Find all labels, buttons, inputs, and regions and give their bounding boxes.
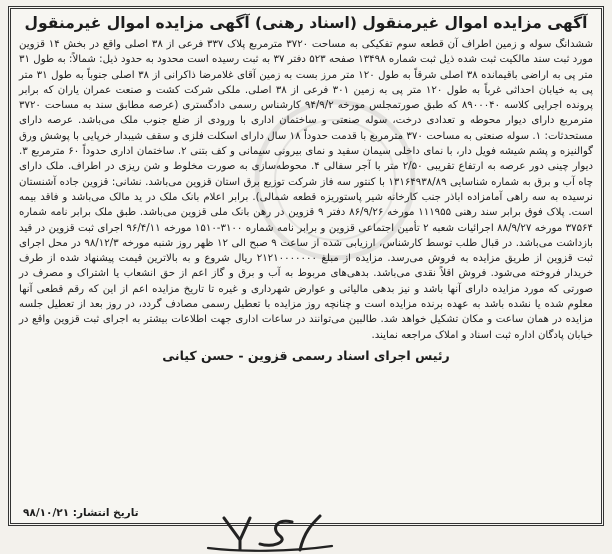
notice-body: ششدانگ سوله و زمین اطراف آن قطعه سوم تفکیکی به مساحت ۳۷۲۰ مترمربع پلاک ۳۳۷ فرعی از ۳۸ اصلی واقع در بخش ۱۴ قزوین مورد ثبت سند مالکیت ثبت شده ذیل ثبت شماره ۱۳۴۹۸ صفحه ۵۲۳ دفتر ۳۷ به ثبت رسیده است محدود به حدود ذیل: شمالاً: به طول ۳۱ متر پی به اراضی باقیمانده ۳۸ اصلی شرقاً به طول ۱۲۰ متر مرز بست به زمین آقای غلامرضا ذاکرانی از ۳۸ اصلی جنوباً به طول ۳۱ متر پی به خیابان احداثی غرباً به طول ۱۲۰ متر پی به زمین ۳۰۱ فرعی از ۳۸ اصلی. ملکی شرکت کشت و صنعت عمران یاران که برابر پرونده اجرایی کلاسه ۸۹۰۰۰۴۰ که طبق صورتمجلس مورخه ۹۴/۹/۲ کارشناس رسمی دادگستری (عرصه مطابق سند به مساحت ۳۷۲۰ مترمربع دارای دیوار محوطه و تعدادی درخت، سوله صنعتی و ساختمان اداری با ورودی از ضلع جنوب ملک می‌باشد. عرصه دارای مستحدثات: ۱. سوله صنعتی به مساحت ۳۷۰ مترمربع با قدمت حدوداً ۱۸ سال دارای اسکلت فلزی و سقف شیبدار خرپایی با پوشش ورق گوالنیزه و پشم شیشه فویل دار، با نمای داخلی سیمان سفید و نمای بیرونی سیمانی و کف بتنی ۲. ساختمان اداری حدوداً ۶۰ مترمربع ۳. دیوار چینی دور عرصه به ارتفاع تقریبی ۲/۵۰ متر با آجر سفالی ۴. محوطه‌سازی به صورت مخلوط و شن ریزی در اطراف. ملک دارای چاه آب و برق به شماره شناسایی ۱۳۱۶۴۹۳۸/۸۹ با کنتور سه فاز شرکت توزیع برق استان قزوین می‌باشد. نشانی: قزوین جاده آشنستان نرسیده به سه راهی آمامزاده اباذر جنب کارخانه شیر پاستوریزه قطعه شمالی). برابر اعلام بانک ملک در ید مالک می‌باشد و فاقد بیمه است. پلاک فوق برابر سند رهنی ۱۱۱۹۵۵ مورخه ۸۶/۹/۲۶ دفتر ۹ قزوین در رهن بانک ملی قزوین می‌باشد. طبق ملک برابر نامه شماره ۳۷۵۶۴ مورخه ۸۸/۹/۲۷ اجرائیات شعبه ۲ تأمین اجتماعی قزوین و برابر نامه شماره ۳۱۰۰-۱۵۱۰ مورخه ۹۶/۴/۱۱ اجرای ثبت قزوین در قید بازداشت می‌باشد. در قبال طلب توسط کارشناس، ارزیابی شده از ساعت ۹ صبح الی ۱۲ ظهر روز شنبه مورخه ۹۸/۱۲/۳ در محل اجرای ثبت قزوین از طریق مزایده به فروش می‌رسد. مزایده از مبلغ ۲۱۲۱۰۰۰۰۰۰۰ ریال شروع و به بالاترین قیمت پیشنهاد شده از طرف خریدار فروخته می‌شود. فروش اقلاً نقدی می‌باشد. بدهی‌های مربوط به آب و برق و گاز اعم از حق انشعاب یا اشتراک و مصرف در صورتی که مورد مزایده دارای آنها باشد و نیز بدهی مالیاتی و عوارض شهرداری و غیره تا تاریخ مزایده اعم از این که رقم قطعی آنها معلوم شده یا نشده باشد به عهده برنده مزایده است و چنانچه روز مزایده با تعطیل رسمی مصادف گردد، در روز بعد از تعطیل جلسه مزایده در همان ساعت و مکان تشکیل خواهد شد. طالبین می‌توانند در ساعات اداری جهت اطلاعات بیشتر به اجرای ثبت قزوین واقع در خیابان پادگان اداره ثبت اسناد و املاک مراجعه نمایند. — [19, 39, 594, 341]
faint-stamp-watermark — [250, 95, 420, 265]
notice-signature: رئیس اجرای اسناد رسمی قزوین - حسن کیانی — [162, 347, 450, 363]
handwritten-number-mark — [200, 510, 340, 554]
notice-title: آگهی مزایده اموال غیرمنقول (اسناد رهنی) آگهی مزایده اموال غیرمنقول — [24, 14, 588, 32]
auction-notice — [8, 6, 604, 526]
publish-date: تاریخ انتشار: ۹۸/۱۰/۲۱ — [23, 507, 139, 519]
